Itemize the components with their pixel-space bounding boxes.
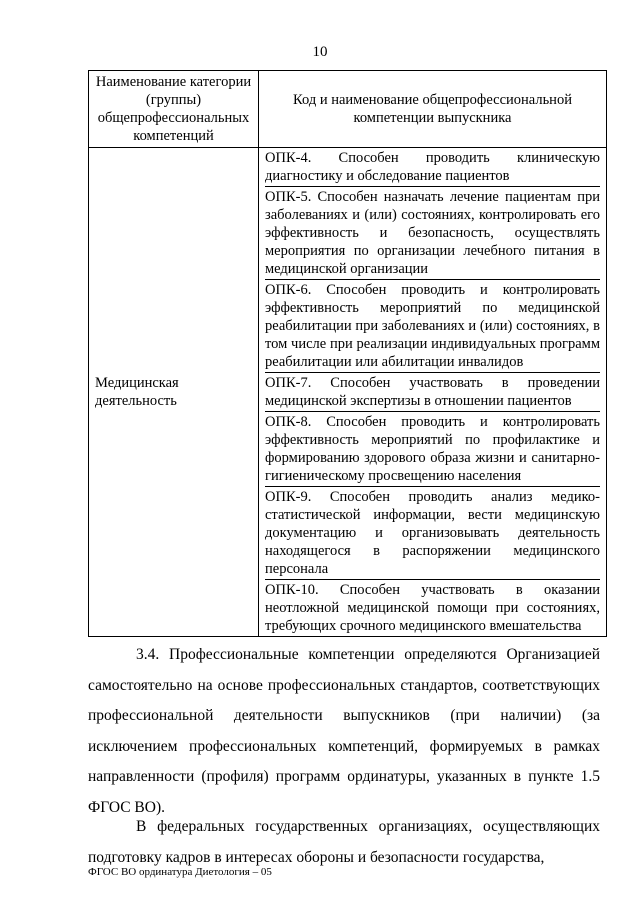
competency-opk-4: ОПК-4. Способен проводить клиническую диагностику и обследование пациентов xyxy=(265,150,600,184)
competency-opk-5: ОПК-5. Способен назначать лечение пациентам при заболеваниях и (или) состояниях, контролировать его эффективность и безопасность, осуществлять мероприятия по организации лечебного питания в медицинской организации xyxy=(265,186,600,279)
competency-opk-6: ОПК-6. Способен проводить и контролировать эффективность мероприятий по медицинской реабилитации при заболеваниях и (или) состояниях, в том числе при реализации индивидуальных программ реабилитации или абилитации инвалидов xyxy=(265,279,600,372)
header-category: Наименование категории (группы) общепрофессиональных компетенций xyxy=(89,71,259,148)
competency-opk-7: ОПК-7. Способен участвовать в проведении медицинской экспертизы в отношении пациентов xyxy=(265,372,600,411)
competencies-table xyxy=(88,70,607,637)
page-number: 10 xyxy=(312,44,328,60)
competency-opk-9: ОПК-9. Способен проводить анализ медико-статистической информации, вести медицинскую документацию и организовывать деятельность находящегося в распоряжении медицинского персонала xyxy=(265,486,600,579)
paragraph-federal-organizations: В федеральных государственных организациях, осуществляющих подготовку кадров в интересах обороны и безопасности государства, xyxy=(88,818,600,866)
table-row xyxy=(89,148,607,637)
category-cell: Медицинская деятельность xyxy=(89,148,259,637)
competency-list xyxy=(259,148,607,637)
competency-opk-10: ОПК-10. Способен участвовать в оказании неотложной медицинской помощи при состояниях, требующих срочного медицинского вмешательства xyxy=(265,579,600,636)
table-header-row xyxy=(89,71,607,148)
paragraph-3-4: 3.4. Профессиональные компетенции определяются Организацией самостоятельно на основе профессиональных стандартов, соответствующих профессиональной деятельности выпускников (при наличии) (за исключением профессиональных компетенций, формируемых в рамках направленности (профиля) программ ординатуры, указанных в пункте 1.5 ФГОС ВО). xyxy=(88,646,600,816)
competency-opk-8: ОПК-8. Способен проводить и контролировать эффективность мероприятий по профилактике и формированию здорового образа жизни и санитарно-гигиеническому просвещению населения xyxy=(265,411,600,486)
header-competency: Код и наименование общепрофессиональной компетенции выпускника xyxy=(259,71,607,148)
footer: ФГОС ВО ординатура Диетология – 05 xyxy=(88,866,272,878)
